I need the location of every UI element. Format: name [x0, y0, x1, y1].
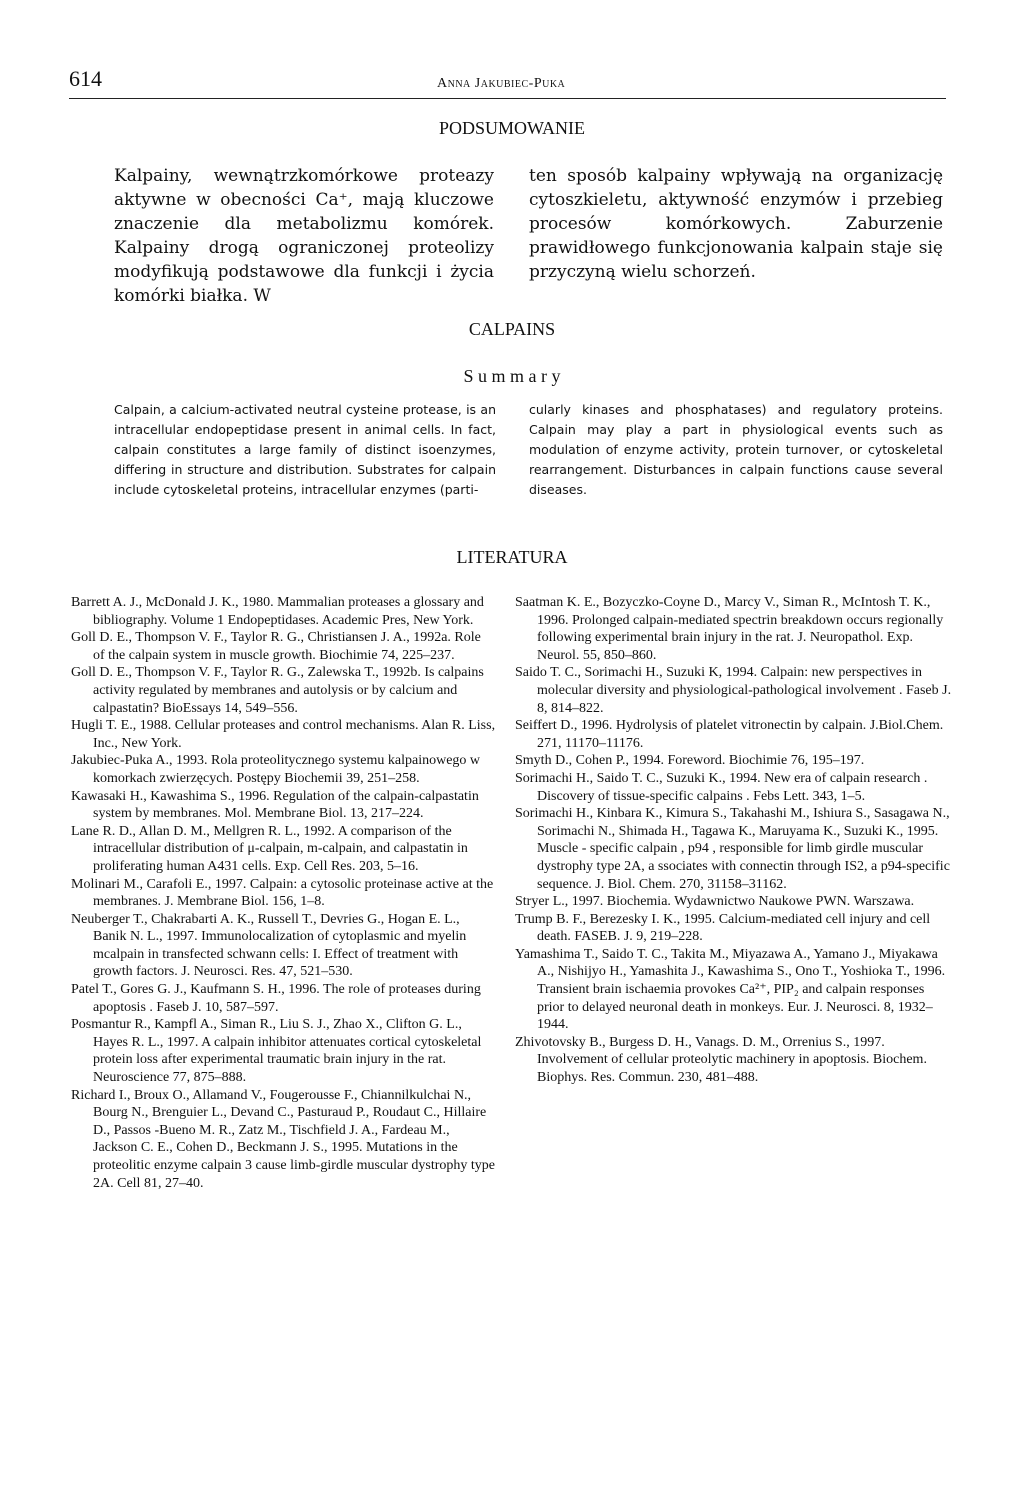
podsumowanie-heading: PODSUMOWANIE: [438, 118, 585, 138]
reference-entry: Posmantur R., Kampfl A., Siman R., Liu S. J., Zhao X., Clifton G. L., Hayes R. L., 1997. A calpain inhibitor attenuates cortical cytoskeletal protein loss after experimental traumatic brain injury in the rat. Neuroscience 77, 875–888.: [71, 1017, 482, 1086]
reference-entry: Sorimachi H., Saido T. C., Suzuki K., 1994. New era of calpain research . Discovery of tissue-specific calpains . Febs Lett. 343, 1–5.: [515, 770, 928, 804]
reference-entry: Zhivotovsky B., Burgess D. H., Vanags. D. M., Orrenius S., 1997. Involvement of cellular proteolytic machinery in apoptosis. Biochem. Biophys. Res. Commun. 230, 481–488.: [515, 1034, 927, 1086]
reference-entry: Neuberger T., Chakrabarti A. K., Russell T., Devries G., Hogan E. L., Banik N. L., 1997. Immunolocalization of cytoplasmic and myelin mcalpain in transfected schwann cells: I. Effect of treatment with growth factors. J. Neurosci. Res. 47, 521–530.: [71, 911, 467, 980]
reference-entry: Richard I., Broux O., Allamand V., Fougerousse F., Chiannilkulchai N., Bourg N., Brenguier L., Devand C., Pasturaud P., Roudaut C., Hillaire D., Passos -Bueno M. R., Zatz M., Tischfield J. A., Fardeau M., Jackson C. E., Cohen D., Beckmann J. S., 1995. Mutations in the proteolitic enzyme calpain 3 cause limb-girdle muscular dystrophy type 2A. Cell 81, 27–40.: [71, 1087, 495, 1191]
running-head: Anna Jakubiec-Puka: [437, 76, 566, 91]
reference-entry: Molinari M., Carafoli E., 1997. Calpain: a cytosolic proteinase active at the membranes. J. Membrane Biol. 156, 1–8.: [71, 876, 494, 910]
reference-entry: Goll D. E., Thompson V. F., Taylor R. G., Christiansen J. A., 1992a. Role of the calpain system in muscle growth. Biochimie 74, 225–237.: [71, 630, 481, 663]
reference-entry: Smyth D., Cohen P., 1994. Foreword. Biochimie 76, 195–197.: [515, 753, 865, 769]
references-left-column: [71, 594, 496, 1192]
podsumowanie-right-column: ten sposób kalpainy wpływają na organizację cytoszkieletu, aktywność enzymów i przebieg procesów komórkowych. Zaburzenie prawidłowego funkcjonowania kalpain staje się przyczyną wielu schorzeń.: [529, 166, 943, 282]
reference-entry: Hugli T. E., 1988. Cellular proteases and control mechanisms. Alan R. Liss, Inc., New York.: [71, 718, 496, 751]
reference-entry: Lane R. D., Allan D. M., Mellgren R. L., 1992. A comparison of the intracellular distribution of μ-calpain, m-calpain, and calpastatin in proliferating human A431 cells. Exp. Cell Res. 203, 5–16.: [71, 823, 468, 874]
summary-left-column: Calpain, a calcium-activated neutral cysteine protease, is an intracellular endopeptidase present in animal cells. In fact, calpain constitutes a large family of distinct isoenzymes, differing in structure and distribution. Substrates for calpain include cytoskeletal proteins, intracellular enzymes (parti-: [114, 402, 496, 497]
page-header: [69, 64, 946, 99]
reference-entry: Patel T., Gores G. J., Kaufmann S. H., 1996. The role of proteases during apoptosis . Faseb J. 10, 587–597.: [71, 982, 481, 1015]
reference-entry: Saido T. C., Sorimachi H., Suzuki K, 1994. Calpain: new perspectives in molecular diversity and physiological-pathological involvement . Faseb J. 8, 814–822.: [515, 665, 952, 716]
reference-entry: Seiffert D., 1996. Hydrolysis of platelet vitronectin by calpain. J.Biol.Chem. 271, 11170–11176.: [515, 718, 944, 751]
summary-right-column: cularly kinases and phosphatases) and regulatory proteins. Calpain may play a part in physiological events such as modulation of enzyme activity, protein turnover, or cytoskeletal rearrangement. Disturbances in calpain functions cause several diseases.: [529, 402, 943, 497]
reference-entry: Yamashima T., Saido T. C., Takita M., Miyazawa A., Yamano J., Miyakawa A., Nishijyo H., Yamashita J., Kawashima S., Ono T., Yoshioka T., 1996. Transient brain ischaemia provokes Ca²⁺, PIP₂ and calpain responses prior to delayed neuronal death in monkeys. Eur. J. Neurosci. 8, 1932–1944.: [515, 946, 946, 1033]
reference-entry: Jakubiec-Puka A., 1993. Rola proteolitycznego systemu kalpainowego w komorkach zwierzęcych. Postępy Biochemii 39, 251–258.: [71, 753, 481, 786]
literatura-heading: LITERATURA: [456, 547, 568, 567]
reference-entry: Stryer L., 1997. Biochemia. Wydawnictwo Naukowe PWN. Warszawa.: [515, 894, 915, 910]
reference-entry: Kawasaki H., Kawashima S., 1996. Regulation of the calpain-calpastatin system by membranes. Mol. Membrane Biol. 13, 217–224.: [71, 788, 479, 822]
reference-entry: Barrett A. J., McDonald J. K., 1980. Mammalian proteases a glossary and bibliography. Volume 1 Endopeptidases. Academic Pres, New York.: [71, 595, 484, 628]
reference-entry: Sorimachi H., Kinbara K., Kimura S., Takahashi M., Ishiura S., Sasagawa N., Sorimachi N., Shimada H., Tagawa K., Maruyama K., Suzuki K., 1995. Muscle - specific calpain , p94 , responsible for limb girdle muscular dystrophy type 2A, a ssociates with connectin through IS2, a p94-specific sequence. J. Biol. Chem. 270, 31158–31162.: [515, 806, 950, 892]
calpains-title: CALPAINS: [468, 319, 556, 339]
summary-heading: S u m m a r y: [463, 366, 561, 386]
page-number: 614: [69, 66, 102, 91]
references-right-column: [515, 594, 952, 1087]
reference-entry: Goll D. E., Thompson V. F., Taylor R. G., Zalewska T., 1992b. Is calpains activity regulated by membranes and autolysis or by calcium and calpastatin? BioEssays 14, 549–556.: [71, 665, 484, 716]
reference-entry: Trump B. F., Berezesky I. K., 1995. Calcium-mediated cell injury and cell death. FASEB. J. 9, 219–228.: [515, 911, 931, 945]
podsumowanie-left-column: Kalpainy, wewnątrzkomórkowe proteazy aktywne w obecności Ca⁺, mają kluczowe znaczenie dla metabolizmu komórek. Kalpainy drogą ograniczonej proteolizy modyfikują podstawowe dla funkcji i życia komórki białka. W: [114, 166, 494, 306]
reference-entry: Saatman K. E., Bozyczko-Coyne D., Marcy V., Siman R., McIntosh T. K., 1996. Prolonged calpain-mediated spectrin breakdown occurs regionally following experimental brain injury in the rat. J. Neuropathol. Exp. Neurol. 55, 850–860.: [515, 595, 944, 663]
